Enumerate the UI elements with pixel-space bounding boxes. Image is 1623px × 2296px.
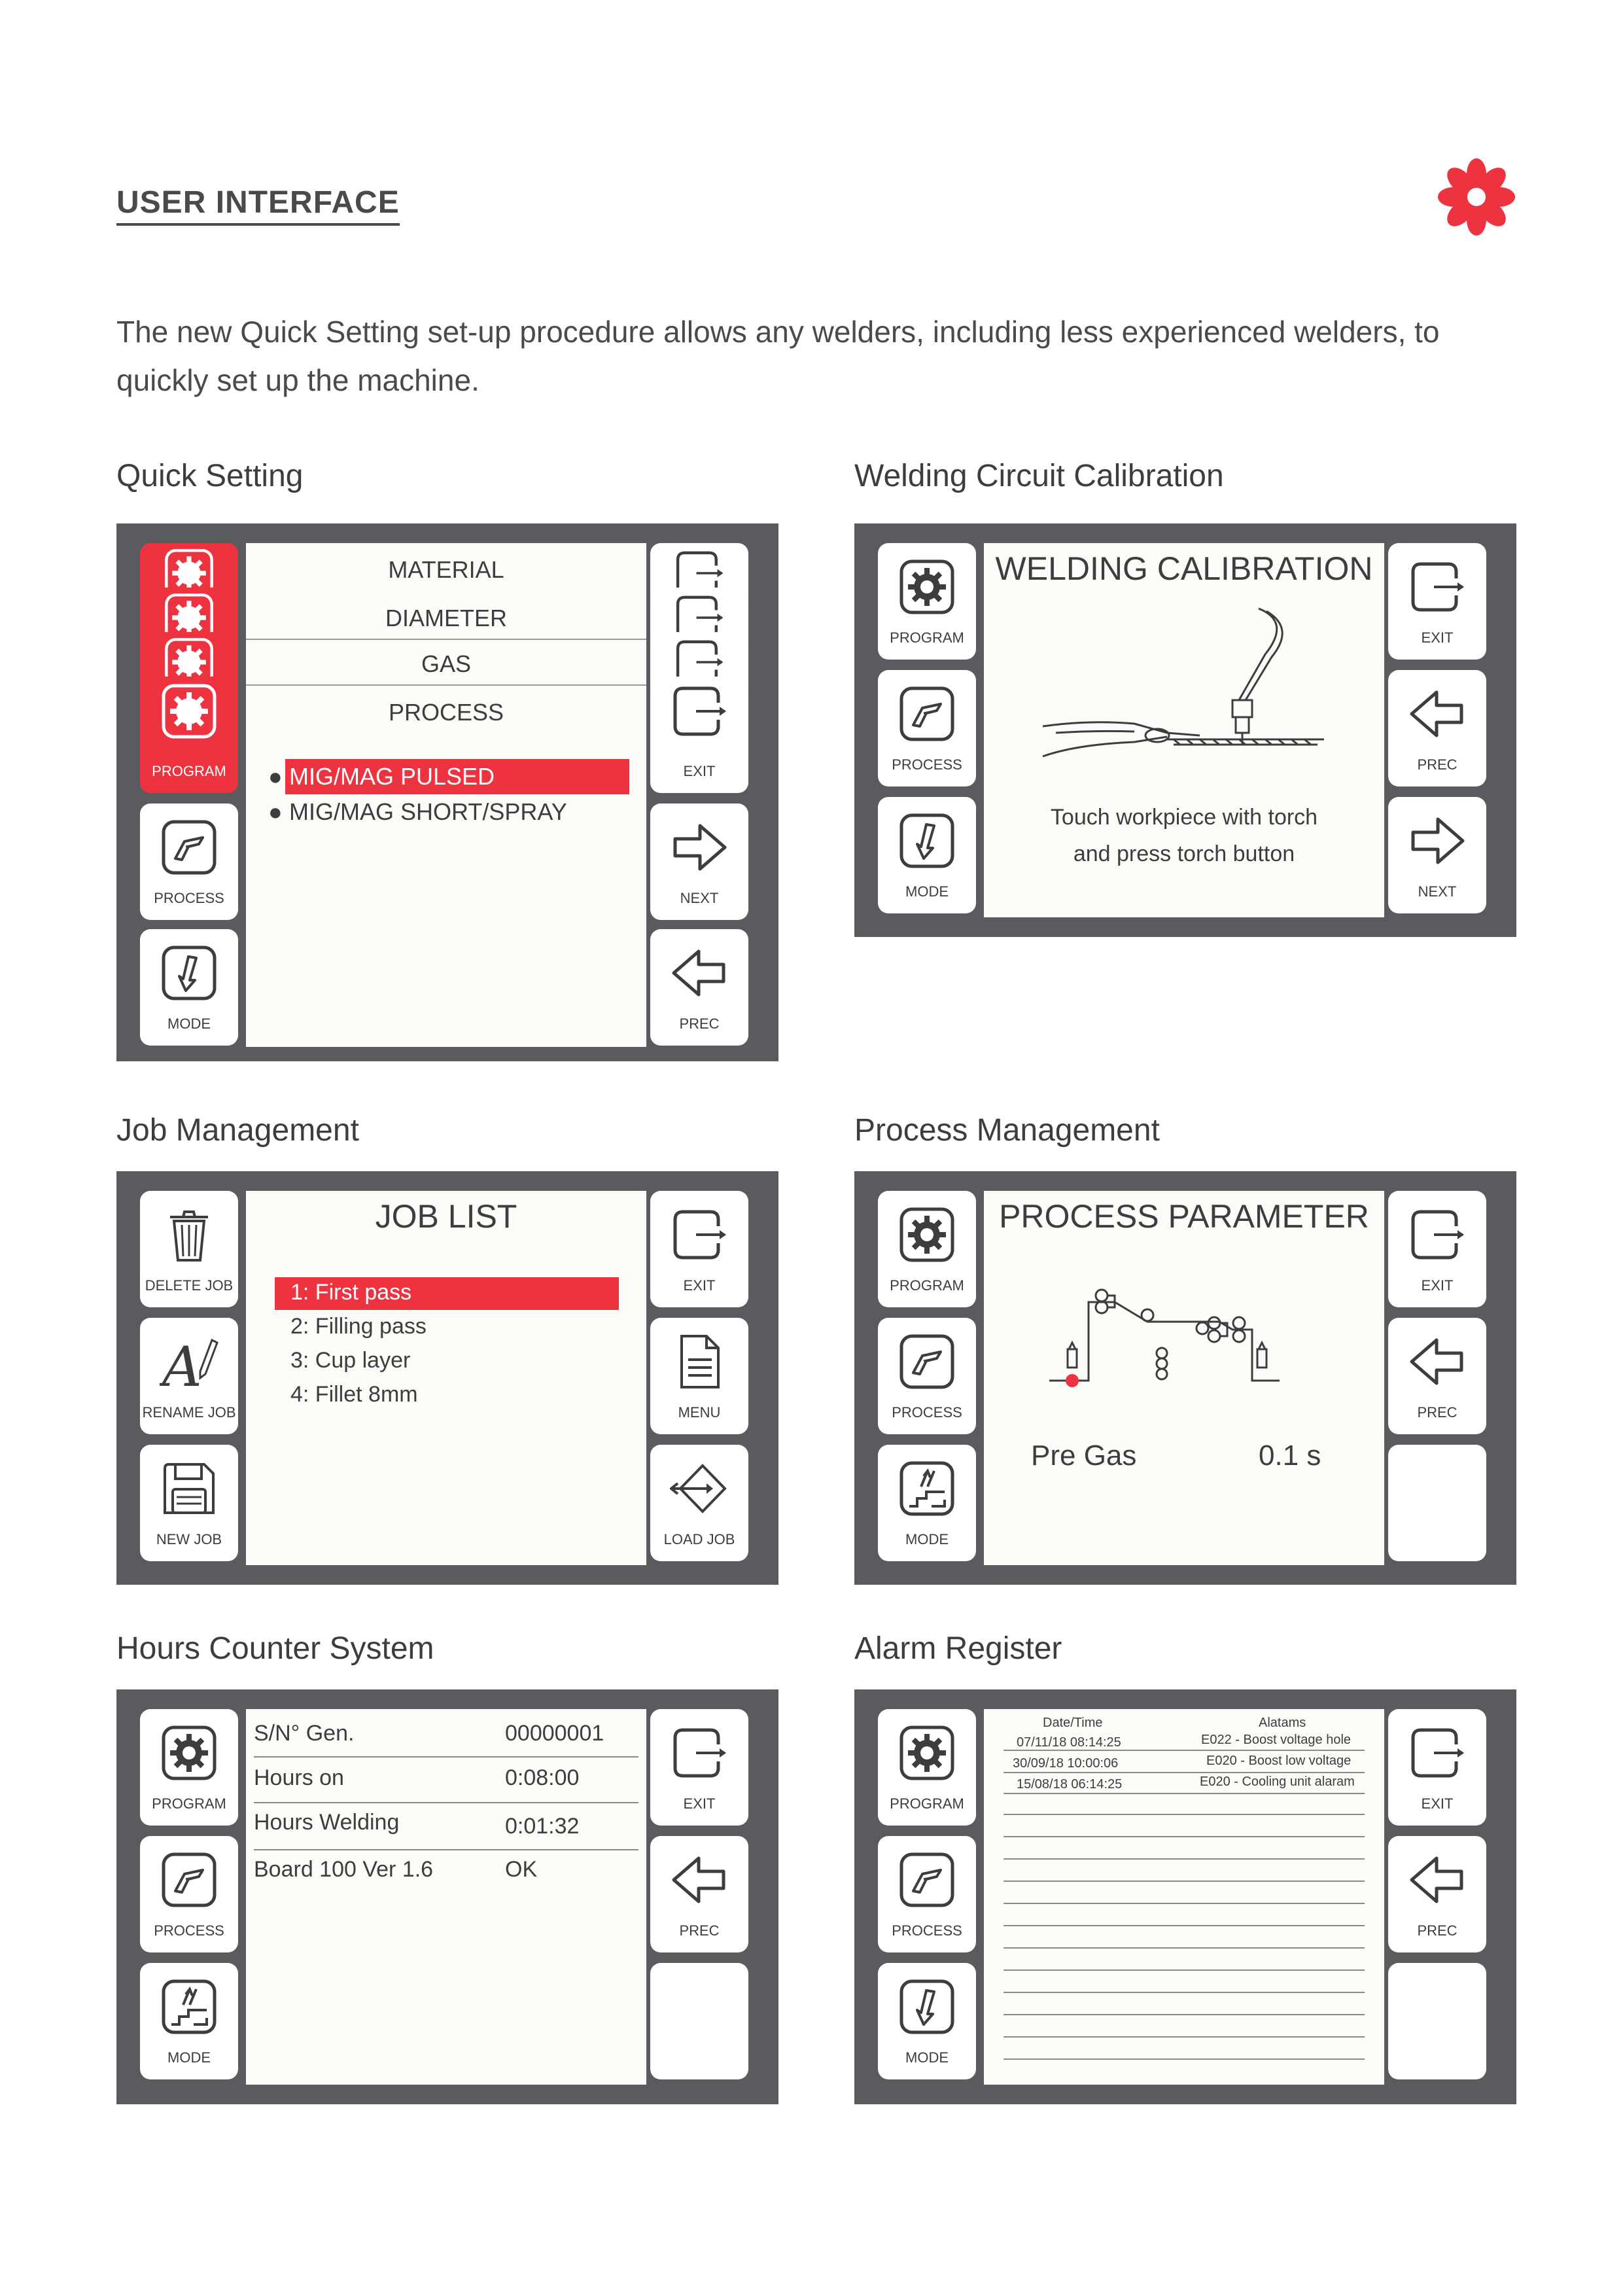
hours-counter-panel [116, 1689, 778, 2104]
program-label: PROGRAM [890, 629, 964, 646]
job-item-2[interactable]: 2: Filling pass [290, 1314, 427, 1339]
floppy-disk-icon [160, 1459, 218, 1518]
calibration-instruction-line2: and press torch button [1073, 841, 1295, 866]
gas-row[interactable]: GAS [421, 650, 472, 677]
alarm-register-panel [854, 1689, 1516, 2104]
material-row[interactable]: MATERIAL [388, 556, 504, 583]
process-button[interactable] [878, 670, 976, 786]
program-label: PROGRAM [152, 1795, 226, 1812]
empty-button[interactable] [650, 1963, 748, 2079]
next-arrow-icon [1408, 811, 1467, 870]
hours-on-value: 0:08:00 [505, 1765, 580, 1790]
welding-cycle-diagram-icon [1049, 1276, 1337, 1407]
page-title: USER INTERFACE [116, 185, 400, 226]
exit-button[interactable] [1388, 543, 1486, 660]
document-icon [670, 1332, 729, 1391]
calibration-panel [854, 523, 1516, 937]
serial-number-label: S/N° Gen. [254, 1721, 355, 1746]
prec-arrow-icon [1408, 1332, 1467, 1391]
prec-label: PREC [1417, 1404, 1457, 1421]
rename-icon [160, 1332, 218, 1391]
process-parameter-screen [984, 1191, 1384, 1565]
mode-icon [898, 811, 956, 870]
program-button[interactable] [140, 1709, 238, 1826]
prec-arrow-icon [1408, 684, 1467, 743]
exit-icon [670, 1723, 729, 1782]
exit-button[interactable] [650, 1191, 748, 1307]
new-job-button[interactable] [140, 1445, 238, 1561]
prec-button[interactable] [1388, 1836, 1486, 1952]
alarm-register-title: Alarm Register [854, 1631, 1062, 1666]
job-item-3[interactable]: 3: Cup layer [290, 1348, 411, 1373]
prec-button[interactable] [1388, 670, 1486, 786]
job-list-title: JOB LIST [375, 1198, 517, 1235]
delete-job-button[interactable] [140, 1191, 238, 1307]
process-button[interactable] [878, 1318, 976, 1434]
mode-label: MODE [905, 883, 949, 900]
gear-icon [160, 1723, 218, 1782]
next-button[interactable] [650, 804, 748, 920]
alarm-row-2-alarm: E020 - Boost low voltage [1206, 1754, 1352, 1768]
job-item-1[interactable]: 1: First pass [290, 1280, 412, 1305]
menu-label: MENU [678, 1404, 721, 1421]
exit-label: EXIT [1421, 629, 1454, 646]
option-mig-mag-pulsed[interactable]: MIG/MAG PULSED [289, 763, 495, 790]
empty-button[interactable] [1388, 1963, 1486, 2079]
serial-number-value: 00000001 [505, 1721, 604, 1746]
calibration-screen [984, 543, 1384, 917]
torch-icon [898, 1850, 956, 1909]
alarm-col-alarm: Alatams [1259, 1716, 1306, 1730]
torch-icon [898, 1332, 956, 1391]
program-label: PROGRAM [890, 1795, 964, 1812]
process-management-title: Process Management [854, 1113, 1160, 1148]
alarm-row-1-alarm: E022 - Boost voltage hole [1201, 1733, 1352, 1747]
gear-icon [898, 1723, 956, 1782]
prec-arrow-icon [670, 944, 729, 1002]
program-button[interactable] [878, 1191, 976, 1307]
board-version-value: OK [505, 1857, 538, 1882]
process-label: PROCESS [892, 756, 962, 773]
diameter-row[interactable]: DIAMETER [385, 605, 507, 631]
mode-alt-icon [160, 1977, 218, 2036]
hours-counter-screen [246, 1709, 646, 2085]
torch-clamp-illustration-icon [1036, 602, 1344, 759]
process-label: PROCESS [154, 1922, 224, 1939]
prec-arrow-icon [1408, 1850, 1467, 1909]
process-management-panel [854, 1171, 1516, 1585]
mode-label: MODE [167, 1016, 211, 1032]
exit-icon [1408, 1205, 1467, 1264]
prec-label: PREC [679, 1922, 720, 1939]
calibration-title: Welding Circuit Calibration [854, 459, 1224, 493]
exit-icon [670, 1205, 729, 1264]
mode-icon [898, 1977, 956, 2036]
alarm-register-screen [984, 1709, 1384, 2085]
rename-job-button[interactable] [140, 1318, 238, 1434]
job-item-4[interactable]: 4: Fillet 8mm [290, 1382, 418, 1407]
program-button[interactable] [878, 1709, 976, 1826]
exit-label: EXIT [683, 763, 716, 779]
mode-button[interactable] [878, 797, 976, 913]
alarm-row-1-date: 07/11/18 08:14:25 [1017, 1735, 1121, 1750]
job-management-title: Job Management [116, 1113, 359, 1148]
exit-icon [1408, 1723, 1467, 1782]
parameter-name: Pre Gas [1031, 1439, 1137, 1472]
torch-icon [160, 818, 218, 877]
hours-welding-value: 0:01:32 [505, 1814, 580, 1839]
alarm-row-3-alarm: E020 - Cooling unit alaram [1200, 1775, 1355, 1789]
rename-job-label: RENAME JOB [142, 1404, 236, 1421]
exit-button[interactable] [650, 677, 748, 793]
delete-job-label: DELETE JOB [145, 1277, 234, 1294]
quick-setting-panel [116, 523, 778, 1061]
exit-label: EXIT [1421, 1277, 1454, 1294]
mode-alt-icon [898, 1459, 956, 1518]
process-label: PROCESS [892, 1922, 962, 1939]
torch-icon [160, 1850, 218, 1909]
torch-icon [898, 684, 956, 743]
prec-label: PREC [1417, 1922, 1457, 1939]
prec-button[interactable] [650, 929, 748, 1046]
next-arrow-icon [670, 818, 729, 877]
exit-button[interactable] [1388, 1191, 1486, 1307]
prec-arrow-icon [670, 1850, 729, 1909]
menu-button[interactable] [650, 1318, 748, 1434]
job-management-panel [116, 1171, 778, 1585]
prec-label: PREC [1417, 756, 1457, 773]
intro-text: The new Quick Setting set-up procedure allows any welders, including less experienced welders, to quickly set up the machine. [116, 315, 1440, 397]
calibration-instruction-line1: Touch workpiece with torch [1050, 805, 1318, 830]
quick-setting-title: Quick Setting [116, 459, 304, 493]
mode-button[interactable] [878, 1963, 976, 2079]
exit-button[interactable] [1388, 1709, 1486, 1826]
mode-button[interactable] [878, 1445, 976, 1561]
exit-icon [1408, 557, 1467, 616]
bullet-icon: ● [268, 763, 283, 790]
exit-label: EXIT [683, 1277, 716, 1294]
next-button[interactable] [1388, 797, 1486, 913]
process-row[interactable]: PROCESS [388, 699, 504, 726]
program-label: PROGRAM [890, 1277, 964, 1294]
exit-label: EXIT [1421, 1795, 1454, 1812]
load-job-label: LOAD JOB [663, 1531, 735, 1547]
mode-label: MODE [905, 1531, 949, 1547]
hours-on-label: Hours on [254, 1765, 344, 1790]
alarm-row-2-date: 30/09/18 10:00:06 [1013, 1756, 1119, 1771]
trash-icon [160, 1205, 218, 1264]
board-version-label: Board 100 Ver 1.6 [254, 1857, 434, 1882]
exit-button[interactable] [650, 1709, 748, 1826]
load-job-button[interactable] [650, 1445, 748, 1561]
mode-label: MODE [167, 2049, 211, 2066]
process-label: PROCESS [154, 890, 224, 906]
gear-icon [160, 682, 218, 741]
next-label: NEXT [680, 890, 719, 906]
hours-counter-title: Hours Counter System [116, 1631, 434, 1666]
program-label: PROGRAM [152, 763, 226, 779]
load-icon [670, 1459, 729, 1518]
parameter-value: 0.1 s [1259, 1439, 1321, 1472]
process-button[interactable] [878, 1836, 976, 1952]
new-job-label: NEW JOB [156, 1531, 222, 1547]
prec-button[interactable] [1388, 1318, 1486, 1434]
mode-button[interactable] [140, 929, 238, 1046]
mode-button[interactable] [140, 1963, 238, 2079]
program-button[interactable] [140, 677, 238, 793]
alarm-row-3-date: 15/08/18 06:14:25 [1017, 1777, 1123, 1792]
process-button[interactable] [140, 804, 238, 920]
gear-icon [898, 1205, 956, 1264]
job-list-screen [246, 1191, 646, 1565]
process-label: PROCESS [892, 1404, 962, 1421]
empty-button[interactable] [1388, 1445, 1486, 1561]
quick-setting-screen [246, 543, 646, 1047]
option-mig-mag-short-spray[interactable]: MIG/MAG SHORT/SPRAY [289, 798, 567, 825]
calibration-screen-title: WELDING CALIBRATION [995, 550, 1373, 587]
prec-label: PREC [679, 1016, 720, 1032]
mode-icon [160, 944, 218, 1002]
mode-label: MODE [905, 2049, 949, 2066]
program-button[interactable] [878, 543, 976, 660]
exit-label: EXIT [683, 1795, 716, 1812]
hours-welding-label: Hours Welding [254, 1810, 400, 1835]
alarm-col-date: Date/Time [1043, 1716, 1103, 1730]
next-label: NEXT [1418, 883, 1457, 900]
asterisk-logo-icon [1434, 154, 1519, 239]
bullet-icon: ● [268, 798, 283, 825]
gear-icon [898, 557, 956, 616]
prec-button[interactable] [650, 1836, 748, 1952]
process-button[interactable] [140, 1836, 238, 1952]
process-parameter-title: PROCESS PARAMETER [999, 1198, 1369, 1235]
exit-icon [670, 682, 729, 741]
